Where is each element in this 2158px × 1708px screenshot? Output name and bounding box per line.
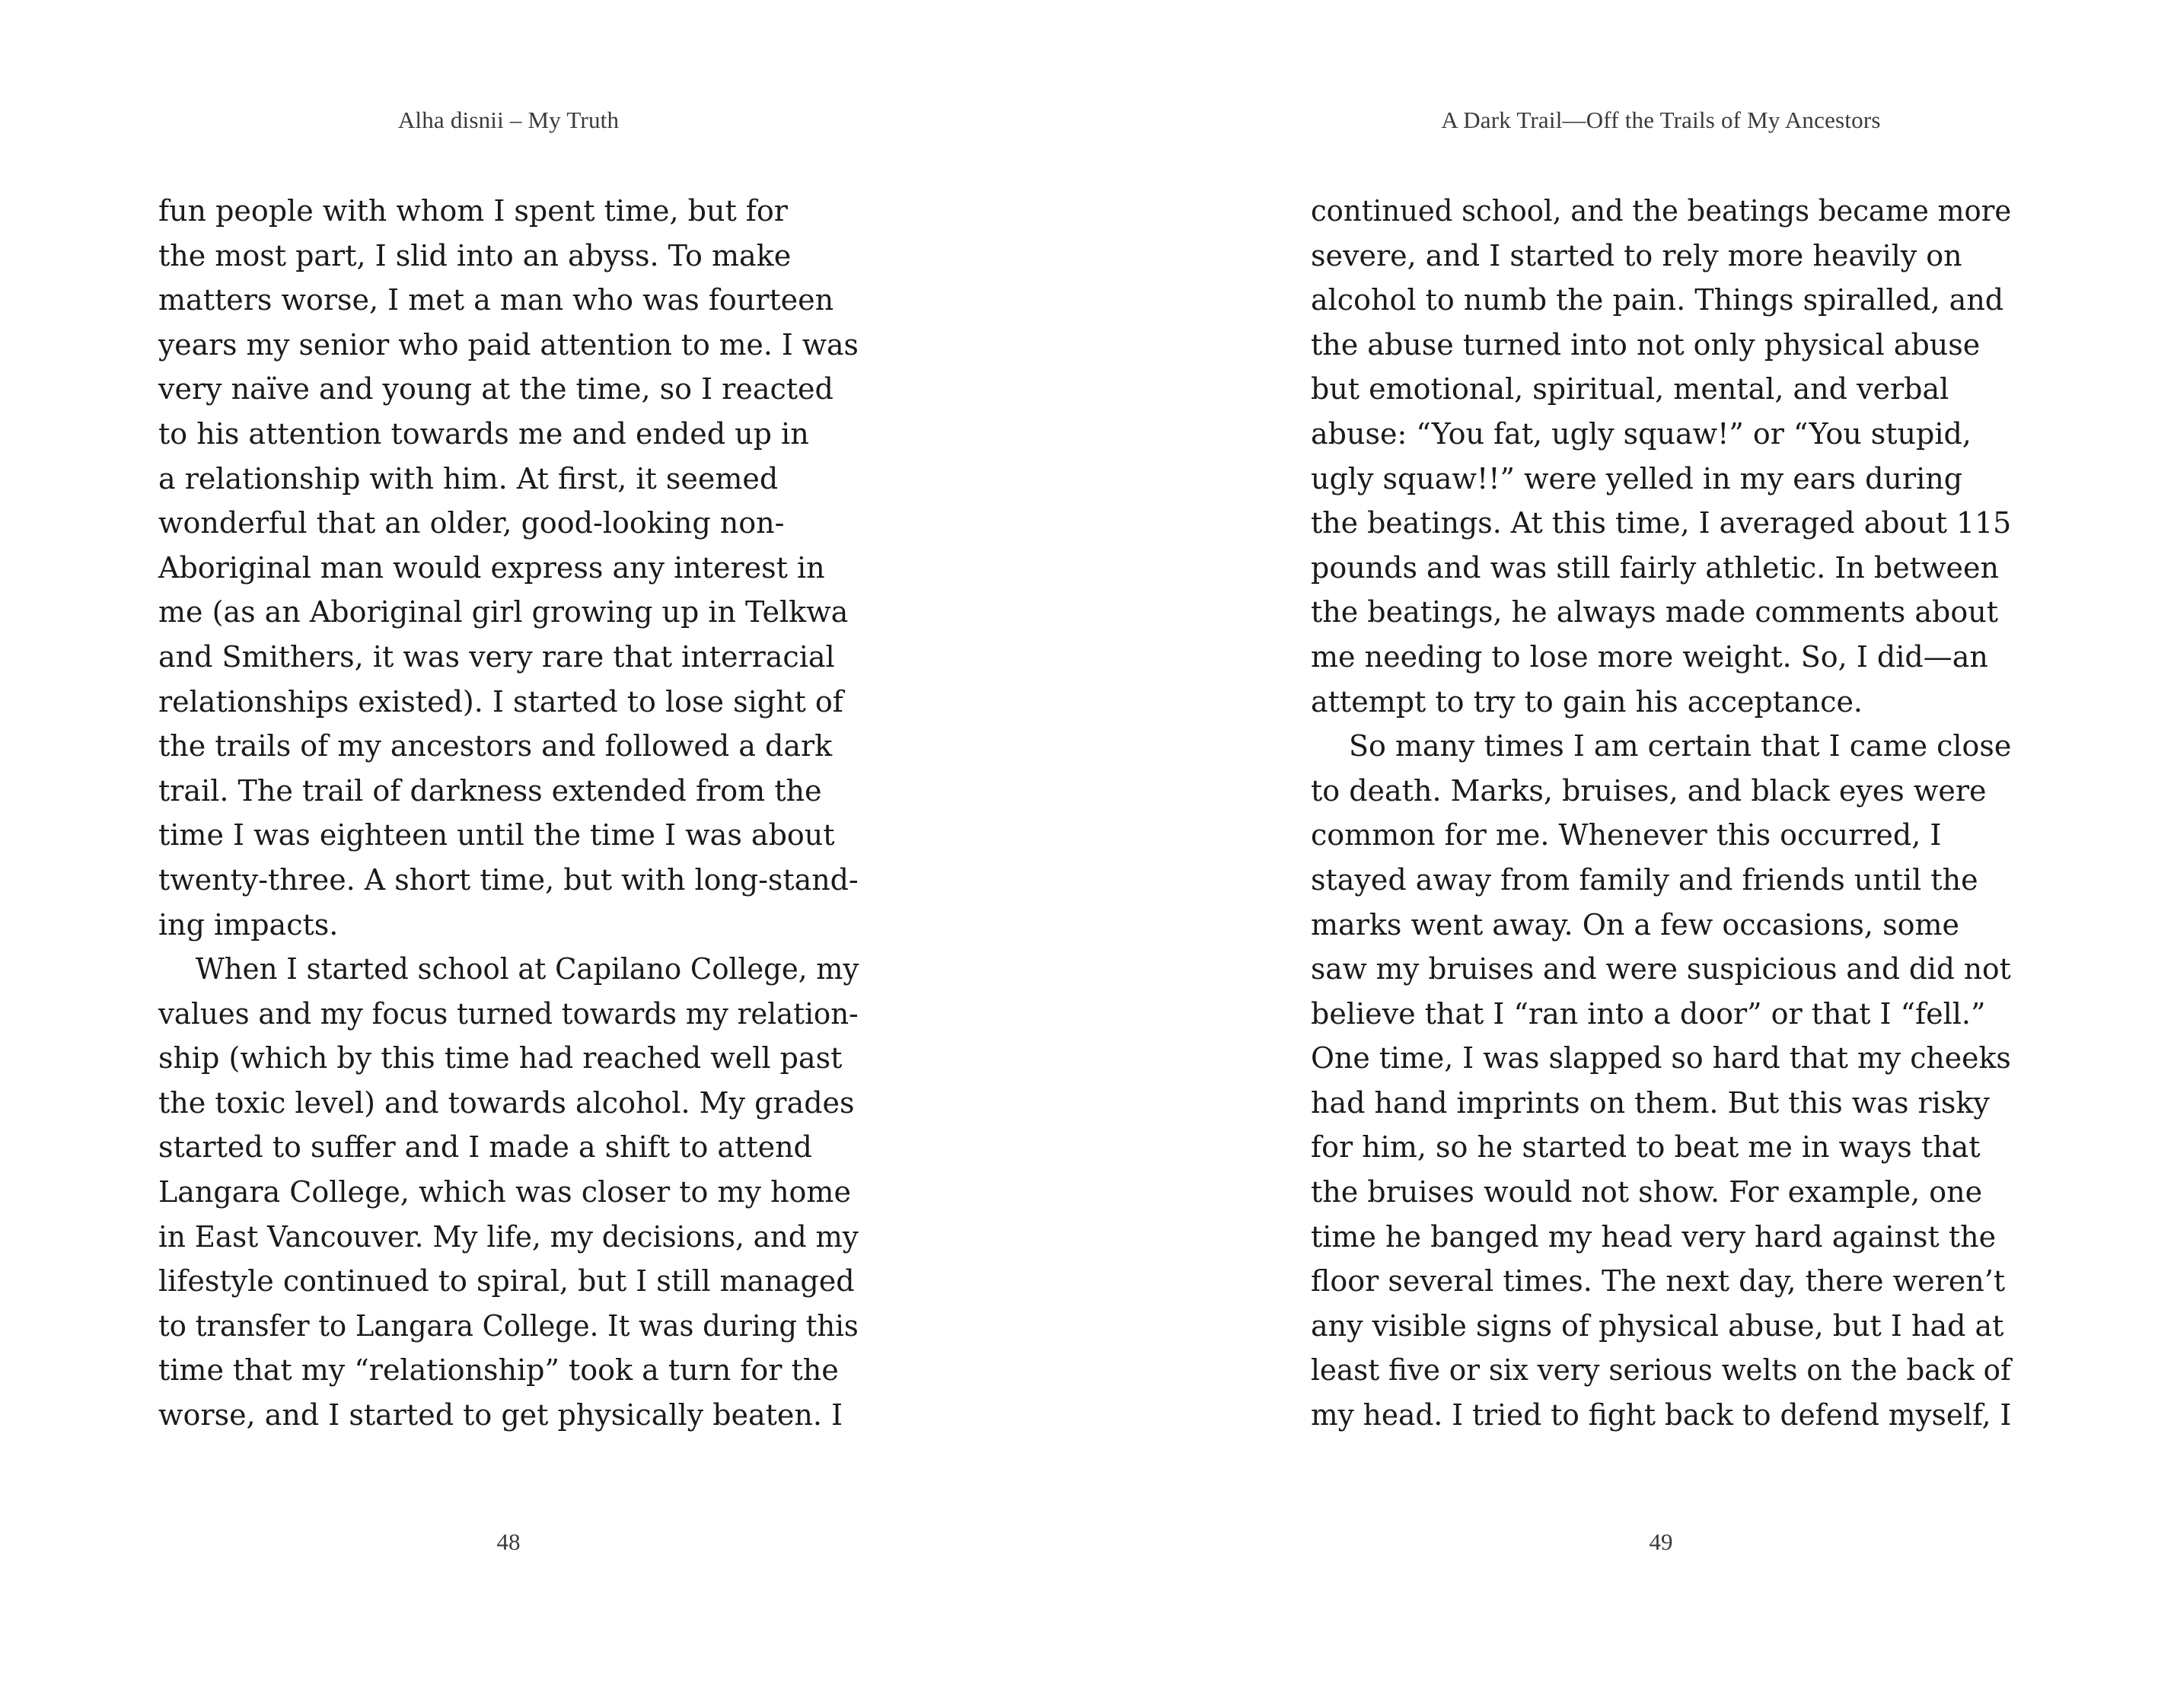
text-line: the toxic level) and towards alcohol. My grades bbox=[158, 1085, 855, 1120]
text-line: for him, so he started to beat me in ways that bbox=[1311, 1130, 1981, 1165]
text-line: very naïve and young at the time, so I reacted bbox=[158, 372, 834, 406]
text-line: years my senior who paid attention to me. I was bbox=[158, 327, 859, 362]
text-line: wonderful that an older, good-looking non- bbox=[158, 506, 785, 540]
text-line: in East Vancouver. My life, my decisions, and my bbox=[158, 1219, 859, 1254]
text-line: the trails of my ancestors and followed a dark bbox=[158, 729, 833, 763]
text-line: matters worse, I met a man who was fourteen bbox=[158, 283, 834, 317]
right-page bbox=[1311, 0, 2011, 1708]
text-line: twenty-three. A short time, but with long-stand- bbox=[158, 862, 859, 897]
text-line: to his attention towards me and ended up in bbox=[158, 416, 809, 451]
text-line: the bruises would not show. For example, one bbox=[1311, 1175, 1983, 1209]
text-line: ing impacts. bbox=[158, 907, 339, 942]
text-line: the beatings. At this time, I averaged about 115 bbox=[1311, 506, 2012, 540]
text-line: relationships existed). I started to lose sight of bbox=[158, 684, 843, 719]
text-line: time he banged my head very hard against the bbox=[1311, 1219, 1997, 1254]
text-line: worse, and I started to get physically beaten. I bbox=[158, 1398, 843, 1432]
text-line: me needing to lose more weight. So, I did—an bbox=[1311, 639, 1988, 674]
text-line: time that my “relationship” took a turn for the bbox=[158, 1353, 839, 1388]
text-line: continued school, and the beatings became more bbox=[1311, 194, 2012, 228]
text-line: ship (which by this time had reached well past bbox=[158, 1041, 843, 1075]
text-line: common for me. Whenever this occurred, I bbox=[1311, 818, 1942, 852]
left-page bbox=[158, 0, 859, 1708]
text-line: floor several times. The next day, there weren’t bbox=[1311, 1264, 2006, 1299]
text-line-paragraph-start: When I started school at Capilano College, my bbox=[195, 952, 859, 986]
running-head: A Dark Trail—Off the Trails of My Ancestors bbox=[1441, 107, 1881, 133]
text-line: but emotional, spiritual, mental, and verbal bbox=[1311, 372, 1949, 406]
text-line: believe that I “ran into a door” or that I “fell.” bbox=[1311, 996, 1986, 1031]
text-line: alcohol to numb the pain. Things spiralled, and bbox=[1311, 283, 2004, 317]
text-line: abuse: “You fat, ugly squaw!” or “You stupid, bbox=[1311, 416, 1972, 451]
page-number: 49 bbox=[1649, 1528, 1673, 1555]
text-line: marks went away. On a few occasions, some bbox=[1311, 907, 1959, 942]
text-line: the most part, I slid into an abyss. To make bbox=[158, 238, 792, 272]
text-line: time I was eighteen until the time I was about bbox=[158, 818, 835, 852]
text-line: One time, I was slapped so hard that my cheeks bbox=[1311, 1041, 2011, 1075]
text-line: least five or six very serious welts on the back of bbox=[1311, 1353, 2011, 1388]
page-number: 48 bbox=[496, 1528, 521, 1555]
text-line: pounds and was still fairly athletic. In between bbox=[1311, 550, 1999, 585]
text-line: any visible signs of physical abuse, but I had at bbox=[1311, 1308, 2004, 1343]
text-line: stayed away from family and friends until the bbox=[1311, 862, 1978, 897]
text-line: trail. The trail of darkness extended from the bbox=[158, 773, 822, 808]
running-head: Alha disnii – My Truth bbox=[397, 107, 620, 133]
text-line: lifestyle continued to spiral, but I still managed bbox=[158, 1264, 855, 1299]
text-line: Aboriginal man would express any interest in bbox=[158, 550, 825, 585]
text-line: values and my focus turned towards my relation- bbox=[158, 996, 859, 1031]
text-line: started to suffer and I made a shift to attend bbox=[158, 1130, 812, 1165]
text-line: had hand imprints on them. But this was risky bbox=[1311, 1085, 1990, 1120]
text-line: attempt to try to gain his acceptance. bbox=[1311, 684, 1863, 719]
body-text bbox=[158, 189, 859, 1438]
text-line: fun people with whom I spent time, but for bbox=[158, 194, 788, 228]
text-line: saw my bruises and were suspicious and did not bbox=[1311, 952, 2011, 986]
text-line-paragraph-start: So many times I am certain that I came close bbox=[1348, 729, 2012, 763]
text-line: my head. I tried to fight back to defend myself, I bbox=[1311, 1398, 2012, 1432]
text-line: ugly squaw!!” were yelled in my ears during bbox=[1311, 461, 1963, 496]
body-text bbox=[1311, 189, 2011, 1438]
text-line: and Smithers, it was very rare that interracial bbox=[158, 639, 835, 674]
text-line: to death. Marks, bruises, and black eyes were bbox=[1311, 773, 1987, 808]
text-line: severe, and I started to rely more heavily on bbox=[1311, 238, 1962, 272]
text-line: the beatings, he always made comments about bbox=[1311, 595, 1998, 629]
text-line: a relationship with him. At first, it seemed bbox=[158, 461, 779, 496]
text-line: to transfer to Langara College. It was during this bbox=[158, 1308, 859, 1343]
text-line: Langara College, which was closer to my home bbox=[158, 1175, 851, 1209]
text-line: the abuse turned into not only physical abuse bbox=[1311, 327, 1981, 362]
text-line: me (as an Aboriginal girl growing up in Telkwa bbox=[158, 595, 849, 629]
